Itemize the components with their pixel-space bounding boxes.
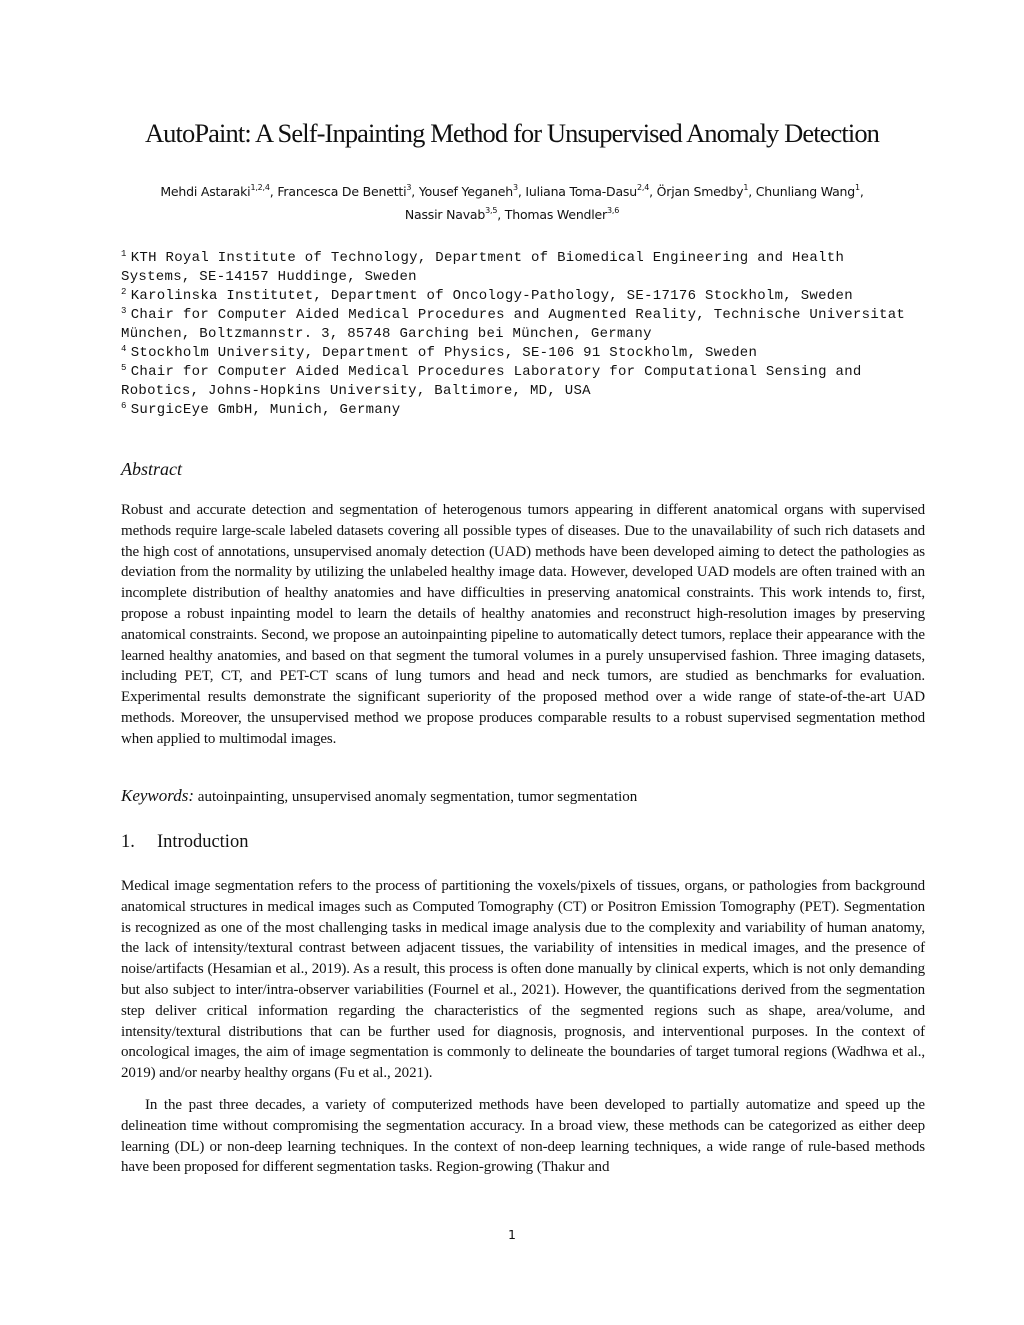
keywords-line [121, 786, 925, 808]
affiliation: $^2$ Karolinska Institutet, Department of Oncology-Pathology, SE-17176 Stockholm, Sweden [121, 287, 853, 304]
paragraph: In the past three decades, a variety of computerized methods have been developed to partially automatize and speed up the delineation time without compromising the segmentation accuracy. In a broad view, these methods can be categorized as either deep learning (DL) or non-deep learning techniques. In the context of non-deep learning techniques, a wide range of rule-based methods have been proposed for different segmentation tasks. Region-growing (Thakur and [121, 1096, 925, 1176]
author: Chunliang Wang$^1$, [755, 183, 864, 199]
abstract-body: Robust and accurate detection and segmentation of heterogenous tumors appearing in different anatomical organs with supervised methods require large-scale labeled datasets covering all possible types of diseases. Due to the unavailability of such rich datasets and the high cost of annotations, unsupervised anomaly detection (UAD) methods have been developed aiming to detect the pathologies as deviation from the normality by utilizing the unlabeled healthy image data. However, developed UAD models are often trained with an incomplete distribution of healthy anatomies and have difficulties in preserving anatomical constraints. This work intends to, first, propose a robust inpainting model to learn the details of healthy anatomies and reconstruct high-resolution images by preserving anatomical constraints. Second, we propose an autoinpainting pipeline to automatically detect tumors, replace their appearance with the learned healthy anatomies, and based on that segment the tumoral volumes in a purely unsupervised fashion. Three imaging datasets, including PET, CT, and PET-CT scans of lung tumors and head and neck tumors, are studied as benchmarks for evaluation. Experimental results demonstrate the significant superiority of the proposed method over a wide range of state-of-the-art UAD methods. Moreover, the unsupervised method we propose produces comparable results to a robust supervised segmentation method when applied to multimodal images. [121, 502, 925, 747]
author: Örjan Smedby$^1$, [656, 183, 756, 199]
author: Francesca De Benetti$^3$, [277, 183, 419, 199]
affiliation: $^4$ Stockholm University, Department of Physics, SE-106 91 Stockholm, Sweden [121, 344, 758, 361]
keywords-text: autoinpainting, unsupervised anomaly segmentation, tumor segmentation [197, 789, 638, 805]
affiliation-list [121, 249, 921, 420]
affiliation: $^1$ KTH Royal Institute of Technology, Department of Biomedical Engineering and Health Systems, SE-14157 Huddinge, Sweden [121, 249, 845, 285]
affiliation: $^5$ Chair for Computer Aided Medical Procedures Laboratory for Computational Sensing and Robotics, Johns-Hopkins University, Baltimore, MD, USA [121, 363, 862, 399]
abstract-heading: Abstract [121, 459, 182, 479]
section-title: Introduction [157, 832, 249, 852]
author: Thomas Wendler$^{3,6}$ [504, 206, 620, 222]
affiliation: $^3$ Chair for Computer Aided Medical Procedures and Augmented Reality, Technische Universitat München, Boltzmannstr. 3, 85748 Garching bei München, Germany [121, 306, 906, 342]
author: Yousef Yeganeh$^3$, [418, 183, 526, 199]
author: Mehdi Astaraki$^{1,2,4}$, [160, 183, 278, 199]
introduction-body [121, 876, 925, 1189]
keywords-label: Keywords: [121, 786, 195, 805]
paragraph: Medical image segmentation refers to the process of partitioning the voxels/pixels of tissues, organs, or pathologies from background anatomical structures in medical images such as Computed Tomography (CT) or Positron Emission Tomography (PET). Segmentation is recognized as one of the most challenging tasks in medical image analysis due to the complexity and variability of human anatomy, the lack of intensity/textural contrast between adjacent tissues, the variability of intensities in medical images, and the presence of noise/artifacts (Hesamian et al., 2019). As a result, this process is often done manually by clinical experts, which is not only demanding but also subject to inter/intra-observer variabilities (Fournel et al., 2021). However, the quantifications derived from the segmentation step deliver critical information regarding the characteristics of the segmented regions such as shape, area/volume, and intensity/textural distributions that can be further used for diagnosis, prognosis, and interventional purposes. In the context of oncological images, the aim of image segmentation is commonly to delineate the boundaries of target tumoral regions (Wadhwa et al., 2019) and/or nearby healthy organs (Fu et al., 2021). [121, 878, 925, 1082]
author: Nassir Navab$^{3,5}$, [404, 206, 505, 222]
page-number: 1 [508, 1227, 516, 1242]
author: Iuliana Toma-Dasu$^{2,4}$, [525, 183, 657, 199]
author-list [150, 180, 874, 226]
section-heading-introduction [121, 832, 248, 853]
section-number: 1. [121, 832, 135, 852]
affiliation: $^6$ SurgicEye GmbH, Munich, Germany [121, 401, 401, 418]
paper-title: AutoPaint: A Self-Inpainting Method for Unsupervised Anomaly Detection [144, 118, 880, 148]
